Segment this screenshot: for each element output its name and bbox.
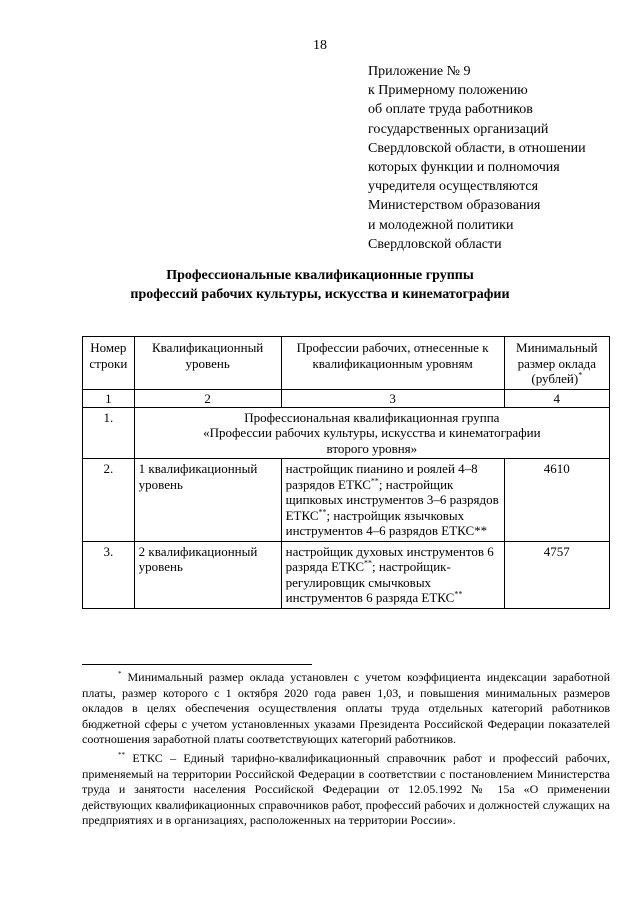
title-line: Профессиональные квалификационные группы <box>166 268 474 283</box>
group-row <box>83 407 610 459</box>
document-title <box>0 266 640 304</box>
group-title-line: второго уровня» <box>326 440 418 456</box>
header-salary-text: Минимальный размер оклада (рублей) <box>516 340 598 386</box>
table-header-row <box>83 337 610 390</box>
row-number: 2. <box>83 459 135 542</box>
footnote-mark: * <box>578 370 583 380</box>
row-number: 1. <box>83 407 135 459</box>
appendix-heading <box>368 62 586 254</box>
footnote-divider <box>82 664 312 665</box>
title-line: профессий рабочих культуры, искусства и кинематографии <box>130 287 510 302</box>
column-number: 2 <box>134 389 281 407</box>
qualification-level: 1 квалификационный уровень <box>134 459 281 542</box>
header-salary <box>504 337 609 390</box>
header-number: Номер строки <box>83 337 135 390</box>
professions-cell <box>281 459 504 542</box>
footnote-mark: ** <box>118 750 125 759</box>
qualification-level: 2 квалификационный уровень <box>134 541 281 608</box>
footnote <box>82 667 610 748</box>
column-number: 3 <box>281 389 504 407</box>
appendix-line: к Примерному положению <box>368 83 528 99</box>
header-level: Квалификационный уровень <box>134 337 281 390</box>
salary-value: 4610 <box>504 459 609 542</box>
header-professions: Профессии рабочих, отнесенные к квалификационным уровням <box>281 337 504 390</box>
appendix-line: и молодежной политики <box>368 217 514 233</box>
column-numbers-row <box>83 389 610 407</box>
footnote-mark: ** <box>364 558 373 568</box>
appendix-line: Министерством образования <box>368 198 541 214</box>
table-row <box>83 541 610 608</box>
profession-text: настройщик пианино и роялей 4–8 разрядов ЕТКС <box>285 461 478 492</box>
appendix-line: Свердловской области, в отношении <box>368 140 586 156</box>
profession-text: ; настройщик щипковых инструментов 3–6 разрядов ЕТКС <box>285 476 499 523</box>
column-number: 4 <box>504 389 609 407</box>
footnote-mark: ** <box>370 476 379 486</box>
footnotes <box>82 667 610 829</box>
page-number: 18 <box>313 38 327 53</box>
profession-text: ; настройщик-регулировщик смычковых инструментов 6 разряда ЕТКС <box>285 559 455 605</box>
qualification-table <box>82 336 610 609</box>
footnote <box>82 748 610 829</box>
appendix-line: учредителя осуществляются <box>368 179 539 195</box>
group-title-line: Профессиональная квалификационная группа <box>244 409 500 425</box>
salary-value: 4757 <box>504 541 609 608</box>
footnote-mark: ** <box>454 589 463 599</box>
table-row <box>83 459 610 542</box>
appendix-line: которых функции и полномочия <box>368 160 560 176</box>
group-title <box>134 407 609 459</box>
row-number: 3. <box>83 541 135 608</box>
appendix-line: Приложение № 9 <box>368 64 471 79</box>
footnote-text: Минимальный размер оклада установлен с учетом коэффициента индексации заработной платы, размер которого с 1 октября 2020 года равен 1,03, и повышения минимальных размеров окладов в целях обеспечения осуществления оплаты труда отдельных категорий работников бюджетной сферы с учетом установленных указами Президента Российской Федерации показателей соотношения заработной платы соответствующих категорий работников. <box>82 670 611 747</box>
professions-cell <box>281 541 504 608</box>
footnote-mark: * <box>118 670 122 678</box>
profession-text: настройщик духовых инструментов 6 разряда ЕТКС <box>285 543 494 574</box>
appendix-line: об оплате труда работников <box>368 102 533 118</box>
appendix-line: государственных организаций <box>368 121 549 137</box>
profession-text: ; настройщик язычковых инструментов 4–6 разрядов ЕТКС** <box>285 507 488 538</box>
footnote-text: ЕТКС – Единый тарифно-квалификационный справочник работ и профессий рабочих, применяемый на территории Российской Федерации в соответствии с постановлением Министерства труда и занятости населения Российской Федерации от 12.05.1992 № 15а «О применении действующих квалификационных справочников работ, профессий рабочих и должностей служащих на предприятиях и в организациях, расположенных на территории России». <box>82 750 611 828</box>
footnote-mark: ** <box>318 507 327 517</box>
group-title-line: «Профессии рабочих культуры, искусства и кинематографии <box>203 425 541 440</box>
column-number: 1 <box>83 389 135 407</box>
appendix-line: Свердловской области <box>368 236 502 252</box>
